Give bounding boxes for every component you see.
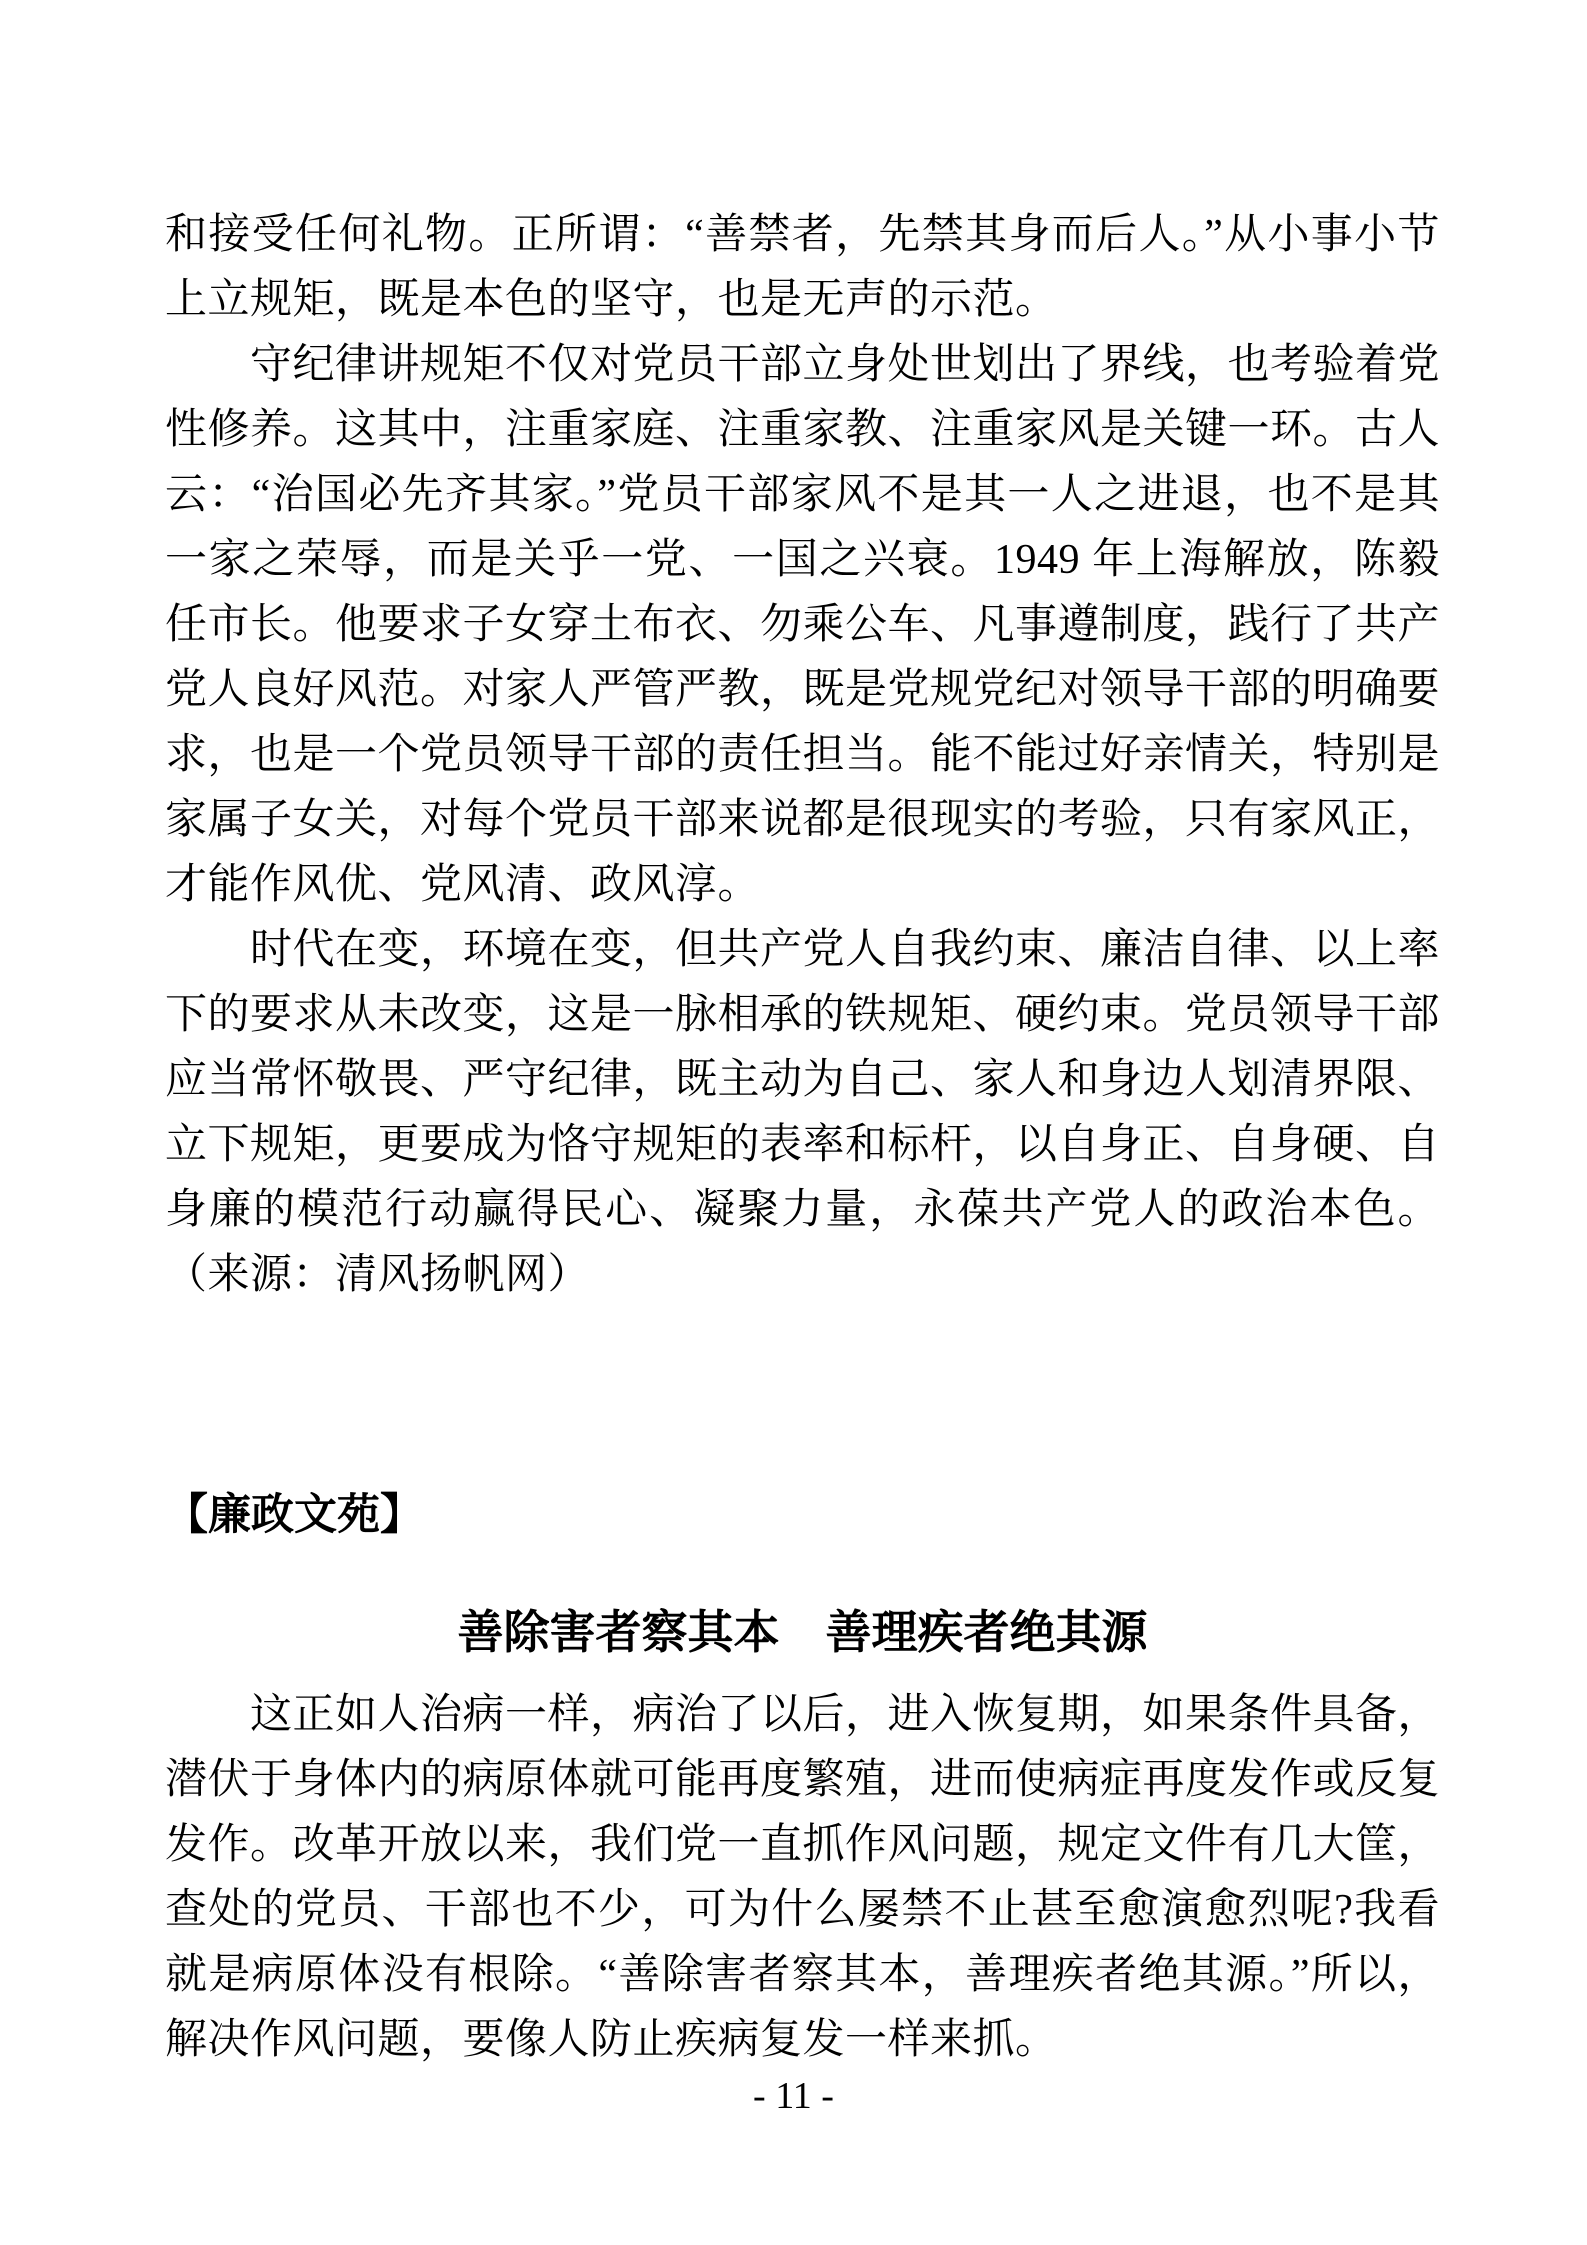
article-body-block [165, 1683, 1440, 2073]
section-header-block [165, 1483, 1440, 1548]
paragraph: 时代在变，环境在变，但共产党人自我约束、廉洁自律、以上率下的要求从未改变，这是一脉相承的铁规矩、硬约束。党员领导干部应当常怀敬畏、严守纪律，既主动为自己、家人和身边人划清界限、立下规矩，更要成为恪守规矩的表率和标杆，以自身正、自身硬、自身廉的模范行动赢得民心、凝聚力量，永葆共产党人的政治本色。（来源：清风扬帆网） [165, 927, 1441, 1298]
article-title: 善除害者察其本 善理疾者绝其源 [457, 1607, 1148, 1658]
paragraph-continued: 和接受任何礼物。正所谓：“善禁者，先禁其身而后人。”从小事小节上立规矩，既是本色的坚守，也是无声的示范。 [165, 212, 1440, 323]
section-header: 【廉政文苑】 [165, 1492, 423, 1539]
body-text-block [165, 203, 1440, 1308]
paragraph: 这正如人治病一样，病治了以后，进入恢复期，如果条件具备，潜伏于身体内的病原体就可能再度繁殖，进而使病症再度发作或反复发作。改革开放以来，我们党一直抓作风问题，规定文件有几大筐，查处的党员、干部也不少，可为什么屡禁不止甚至愈演愈烈呢?我看就是病原体没有根除。“善除害者察其本，善理疾者绝其源。”所以，解决作风问题，要像人防止疾病复发一样来抓。 [165, 1692, 1441, 2063]
page-number: - 11 - [753, 2075, 834, 2117]
paragraph: 守纪律讲规矩不仅对党员干部立身处世划出了界线，也考验着党性修养。这其中，注重家庭、注重家教、注重家风是关键一环。古人云：“治国必先齐其家。”党员干部家风不是其一人之进退，也不是其一家之荣辱，而是关乎一党、一国之兴衰。1949 年上海解放，陈毅任市长。他要求子女穿土布衣、勿乘公车、凡事遵制度，践行了共产党人良好风范。对家人严管严教，既是党规党纪对领导干部的明确要求，也是一个党员领导干部的责任担当。能不能过好亲情关，特别是家属子女关，对每个党员干部来说都是很现实的考验，只有家风正，才能作风优、党风清、政风淳。 [165, 342, 1441, 908]
article-title-block [165, 1598, 1440, 1668]
